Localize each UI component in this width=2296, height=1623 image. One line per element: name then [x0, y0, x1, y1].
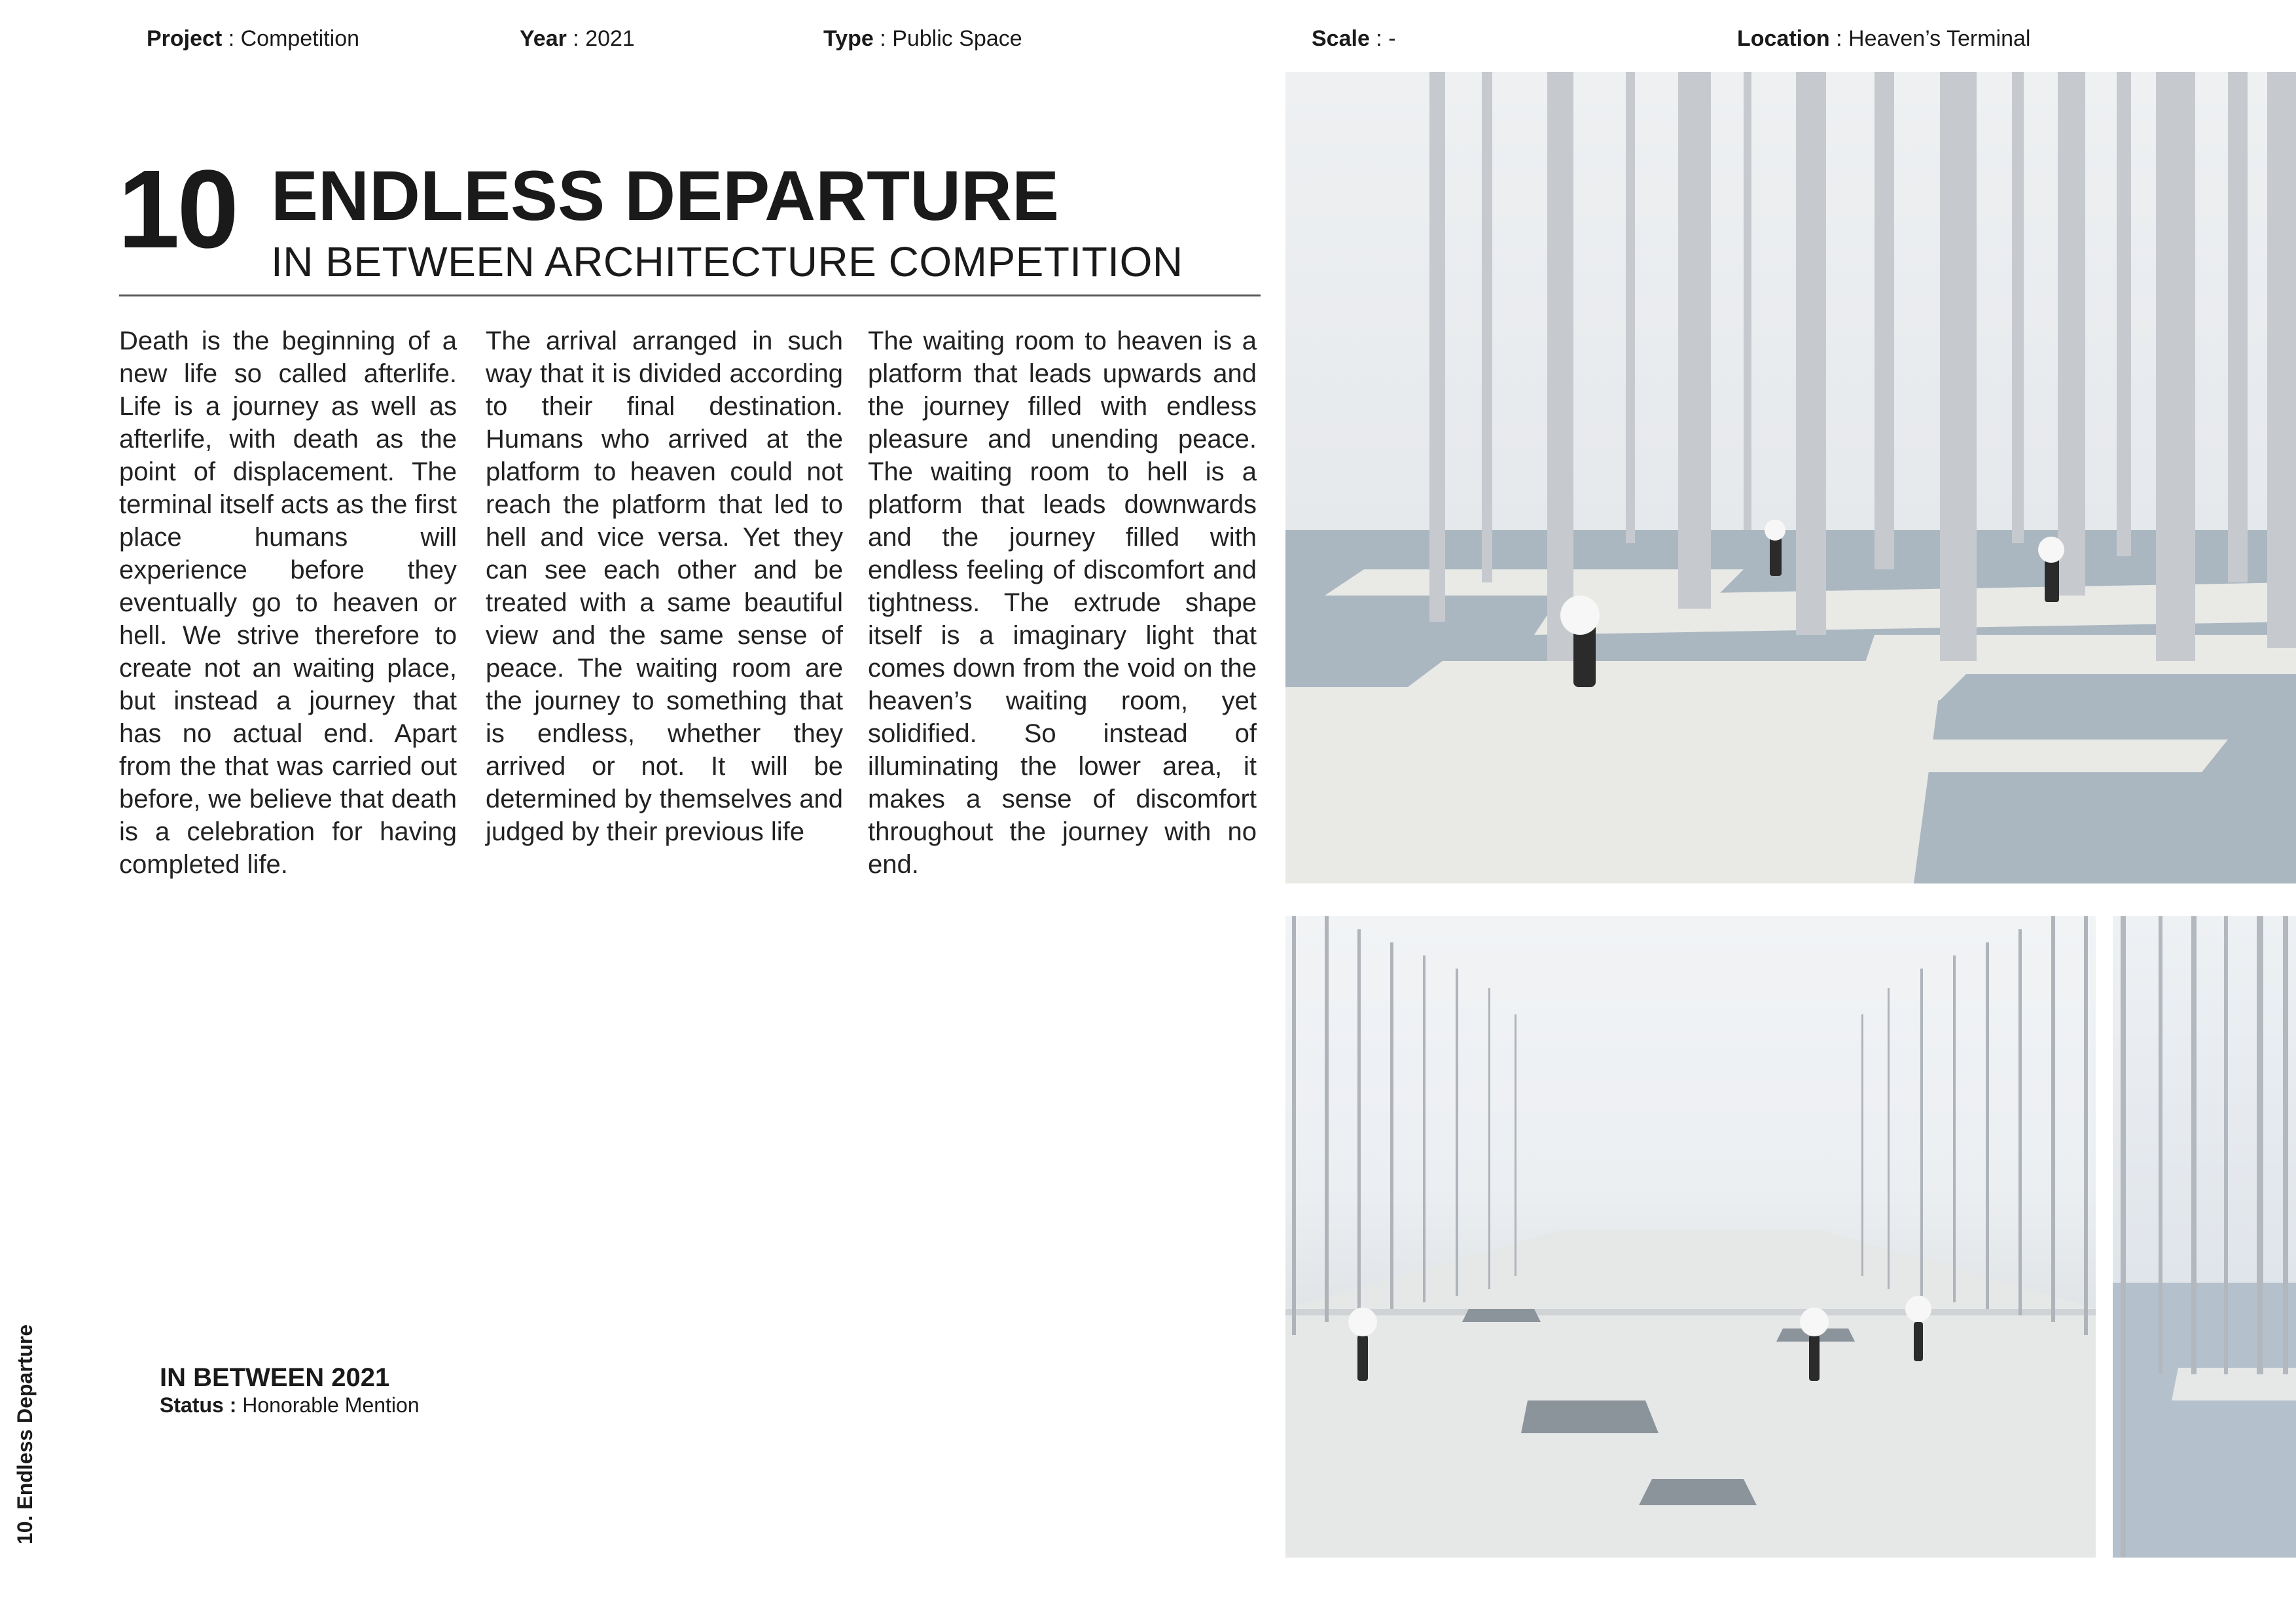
award-title: IN BETWEEN 2021: [160, 1363, 390, 1392]
page-subtitle: IN BETWEEN ARCHITECTURE COMPETITION: [271, 238, 1183, 285]
award-status-value: Honorable Mention: [242, 1393, 420, 1417]
meta-type: Type : Public Space: [823, 26, 1022, 51]
meta-type-label: Type: [823, 26, 874, 51]
page-title: ENDLESS DEPARTURE: [271, 156, 1060, 235]
award-status: [160, 1393, 420, 1418]
body-column-3: The waiting room to heaven is a platform that leads upwards and the journey filled with endless pleasure and unending peace. The waiting room to hell is a platform that leads downwards and the journey filled with endless feeling of discomfort and tightness. The extrude shape itself is a imaginary light that comes down from the void on the heaven’s waiting room, yet solidified. So instead of illuminating the lower area, it makes a sense of discomfort throughout the journey with no end.: [868, 327, 1257, 879]
meta-year: Year : 2021: [520, 26, 635, 51]
project-number: 10: [118, 147, 237, 272]
award-block: [160, 1363, 420, 1418]
meta-type-value: Public Space: [892, 26, 1022, 51]
meta-location-value: Heaven’s Terminal: [1848, 26, 2031, 51]
meta-scale-value: -: [1388, 26, 1396, 51]
award-status-label: Status :: [160, 1393, 237, 1417]
side-section-label: 10. Endless Departure: [13, 1324, 37, 1544]
meta-year-label: Year: [520, 26, 567, 51]
meta-location-label: Location: [1737, 26, 1830, 51]
meta-project: Project : Competition: [147, 26, 360, 51]
meta-project-value: Competition: [240, 26, 360, 51]
render-endless-corridor: [1285, 916, 2096, 1558]
meta-project-label: Project: [147, 26, 223, 51]
meta-year-value: 2021: [585, 26, 635, 51]
render-3-illustration: [2113, 916, 2296, 1558]
render-side-view: [2113, 916, 2296, 1558]
body-column-2: The arrival arranged in such way that it is divided according to their final destination. Humans who arrived at the platform to heaven could not reach the platform that led to hell and vice versa. Yet they can see each other and be treated with a same beautiful view and the same sense of peace. The waiting room are the journey to something that is endless, whether they arrived or not. It will be determined by themselves and judged by their previous life: [486, 327, 843, 846]
render-1-illustration: [1285, 72, 2296, 883]
render-perspective-colonnade: [1285, 72, 2296, 883]
title-divider: [119, 294, 1261, 296]
meta-scale: Scale : -: [1312, 26, 1396, 51]
body-column-1: Death is the beginning of a new life so called afterlife. Life is a journey as well as afterlife, with death as the point of displacement. The terminal itself acts as the first place humans will experience before they eventually go to heaven or hell. We strive therefore to create not an waiting place, but instead a journey that has no actual end. Apart from the that was carried out before, we believe that death is a celebration for having completed life.: [119, 327, 457, 879]
meta-scale-label: Scale: [1312, 26, 1370, 51]
meta-location: Location : Heaven’s Terminal: [1737, 26, 2031, 51]
render-2-illustration: [1285, 916, 2096, 1558]
